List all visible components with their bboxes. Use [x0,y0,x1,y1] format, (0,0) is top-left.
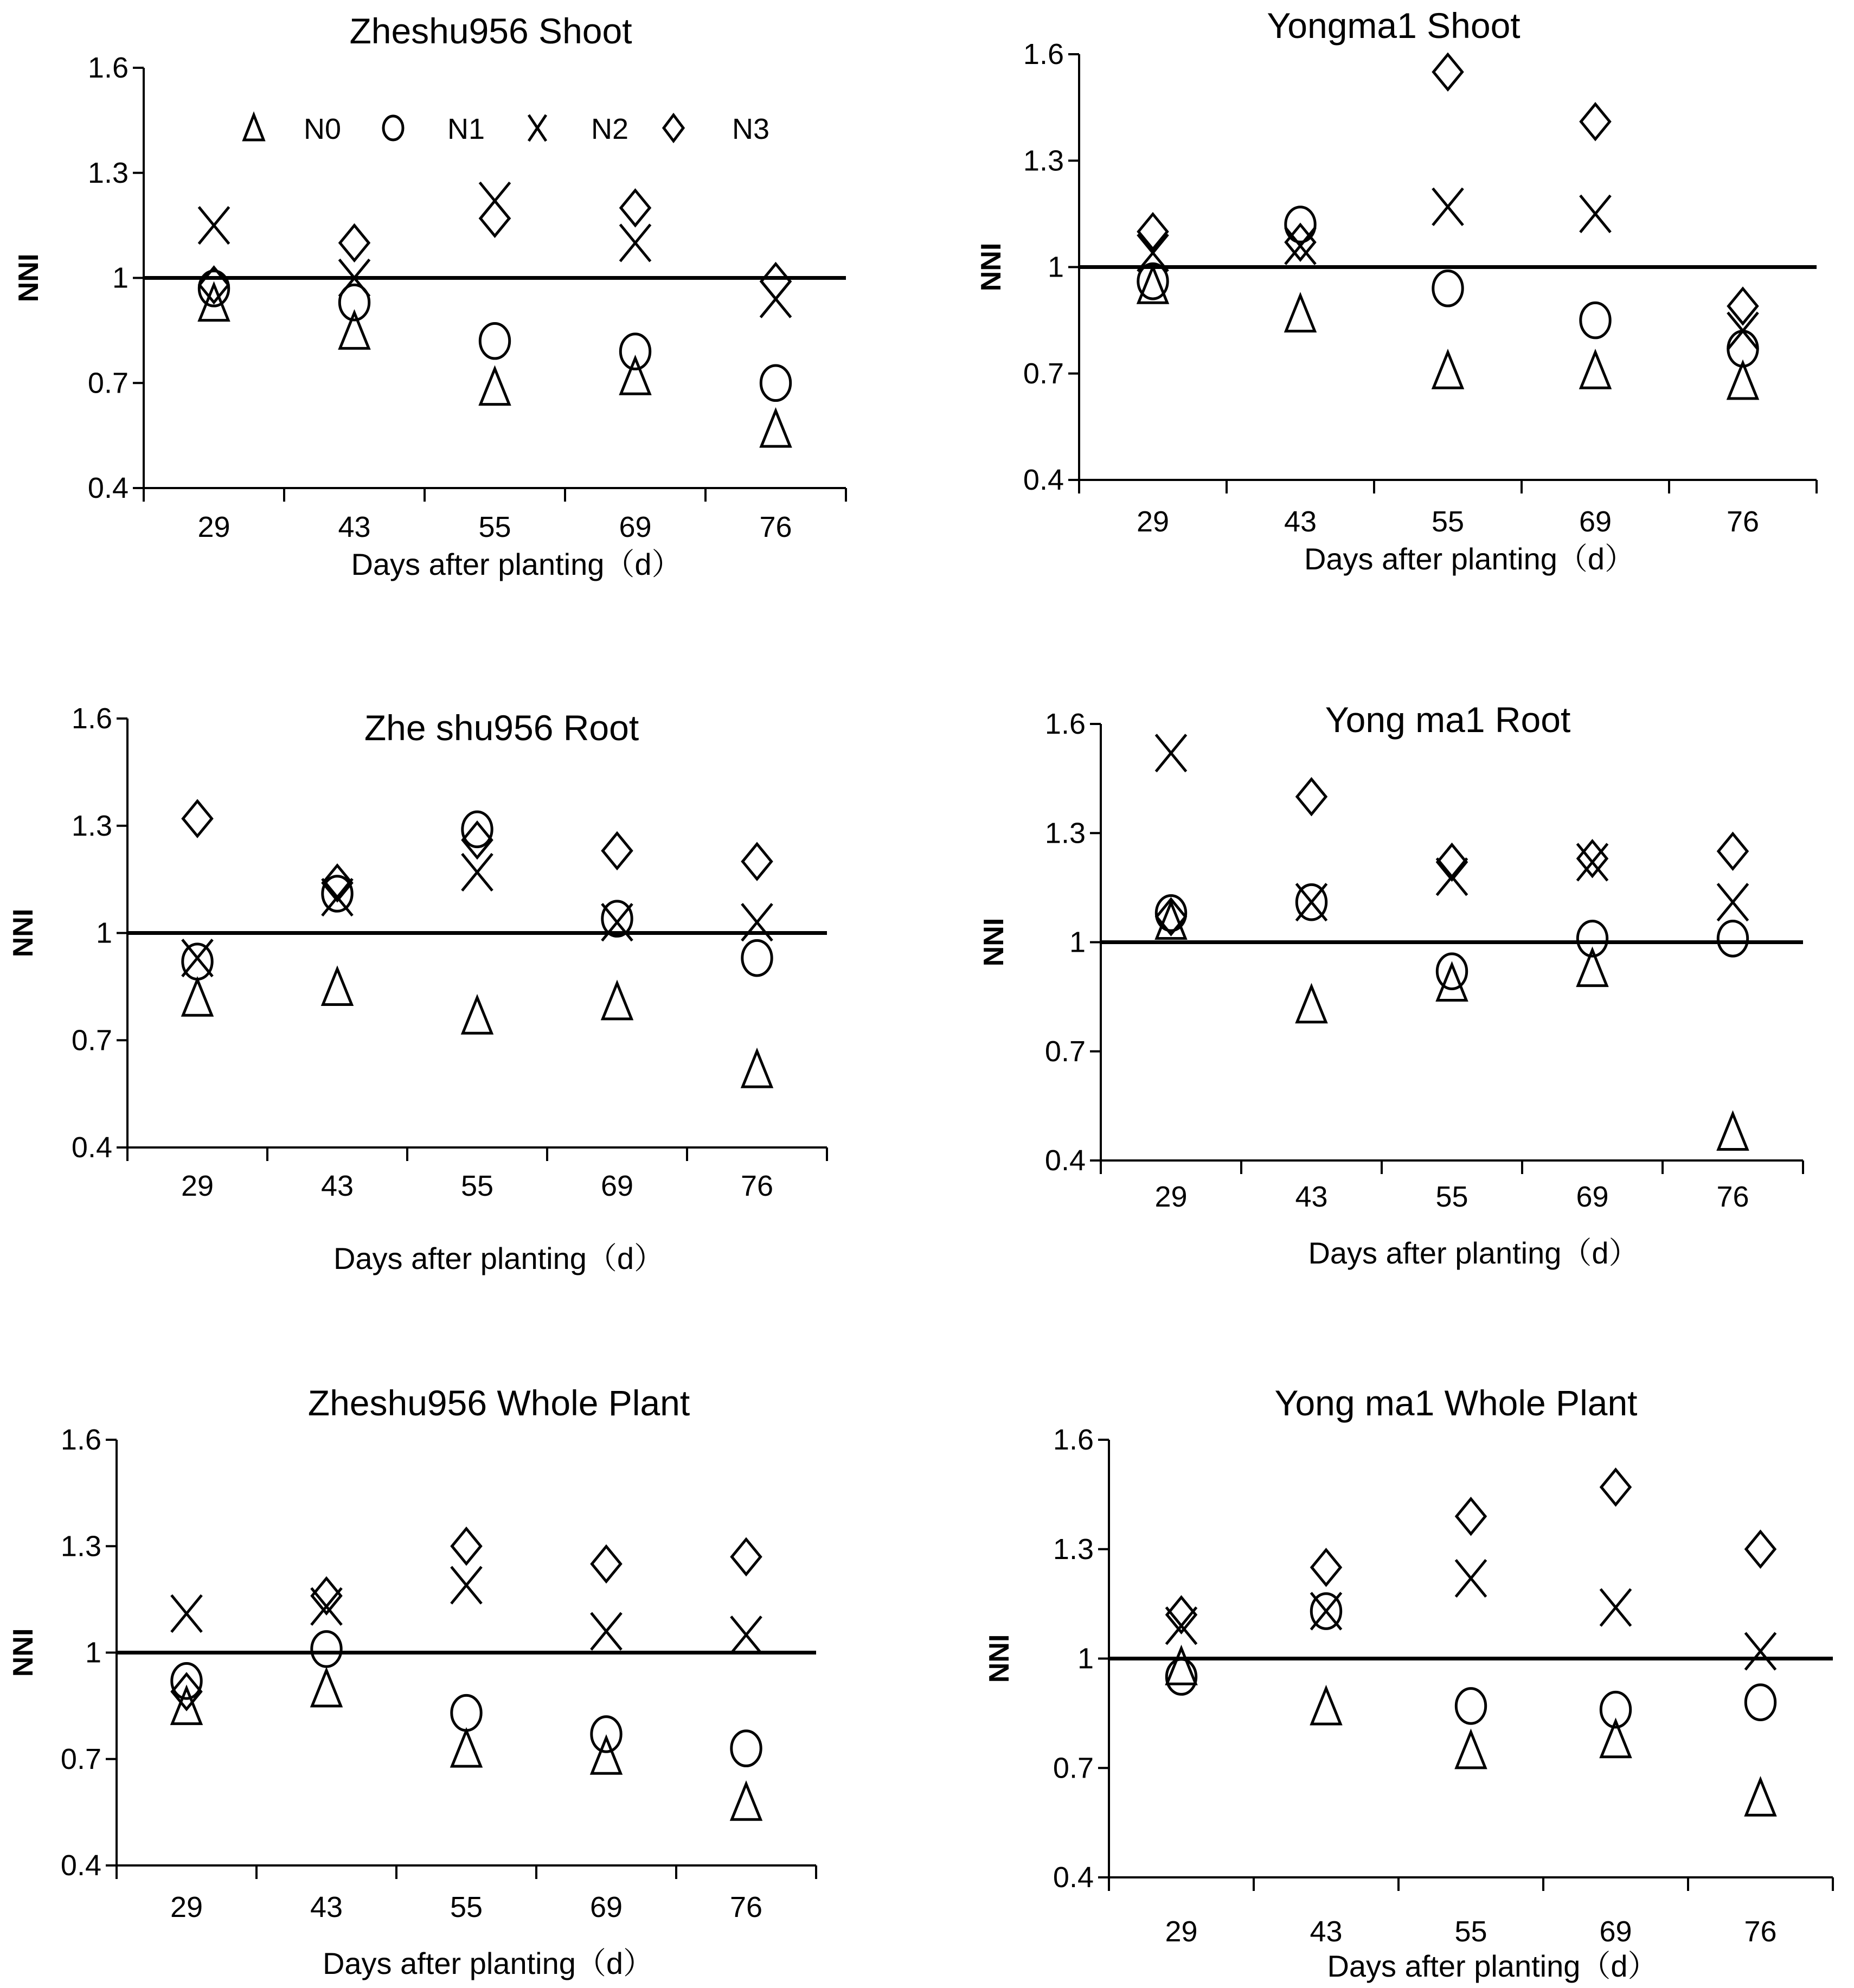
n3-marker [602,833,631,869]
legend-label-n0: N0 [304,113,342,145]
x-axis-label: Days after planting（d） [322,1946,654,1980]
series-n0 [1167,1649,1775,1816]
x-tick-label: 55 [1454,1915,1487,1948]
n2-marker [591,1613,621,1650]
series-n1 [1138,207,1757,367]
n3-marker [1138,214,1167,249]
x-tick-label: 76 [729,1891,763,1923]
y-tick-label: 1.3 [60,1530,101,1563]
n0-marker [732,1784,760,1820]
n3-marker [732,1540,760,1575]
n2-marker [199,207,229,244]
n2-marker [451,1567,482,1604]
n2-marker [1156,735,1186,772]
n3-marker [183,801,211,836]
panel-yongma1-shoot [922,0,1854,597]
triangle-icon [244,115,264,140]
n1-marker [452,1695,481,1730]
x-tick-label: 55 [1435,1181,1468,1213]
x-tick-label: 43 [1310,1915,1343,1948]
legend [233,107,808,151]
x-axis-label: Days after planting（d） [1327,1949,1658,1983]
series-n0 [1157,903,1747,1150]
n2-marker [620,225,651,261]
n3-marker [1581,104,1609,139]
n1-marker [1746,1685,1775,1720]
x-tick-label: 69 [589,1891,623,1923]
n3-marker [1746,1531,1775,1567]
n0-marker [1728,363,1757,399]
x-tick-label: 55 [1431,505,1465,538]
x-tick-label: 76 [1726,505,1760,538]
circle-icon [383,116,403,140]
series-n0 [1138,267,1757,399]
y-tick-label: 0.4 [1044,1144,1086,1177]
y-tick-label: 0.7 [60,1742,101,1775]
series-n3 [183,801,771,900]
n1-marker [1581,303,1610,338]
n0-marker [480,369,509,405]
series-n3 [200,190,790,303]
y-tick-label: 1.6 [87,52,129,84]
x-tick-label: 76 [1716,1181,1749,1213]
series-n3 [1138,54,1757,323]
n1-marker [1718,921,1747,956]
x-tick-label: 76 [759,511,792,543]
panel-zheshu956-shoot [0,0,868,597]
n2-marker [1437,858,1467,895]
n2-marker [1746,1633,1776,1670]
series-n1 [199,271,790,401]
x-tick-label: 29 [197,511,230,543]
n2-marker [1166,1607,1197,1644]
x-axis-label: Days after planting（d） [1304,542,1635,576]
n2-marker [742,904,772,941]
legend-label-n1: N1 [447,113,485,145]
n1-marker [732,1731,761,1766]
y-tick-label: 1 [112,261,129,294]
n0-marker [1718,1114,1747,1150]
n1-marker [480,323,509,358]
n3-marker [621,190,650,226]
y-tick-label: 1 [95,916,112,950]
panel-zheshu956-root [0,678,868,1301]
n3-marker [742,844,771,879]
n0-marker [312,1670,341,1706]
chart-title: Yong ma1 Whole Plant [1274,1383,1638,1423]
x-axis-label: Days after planting（d） [333,1241,665,1275]
n1-marker [742,940,772,976]
x-tick-label: 29 [181,1170,214,1202]
n0-marker [1433,352,1462,388]
y-axis-label: NNI [984,1634,1015,1683]
chart-title: Yongma1 Shoot [1267,5,1521,46]
n0-marker [183,980,211,1016]
n3-marker [1438,845,1466,880]
y-tick-label: 1.6 [1053,1423,1094,1456]
x-tick-label: 76 [1744,1915,1777,1948]
x-tick-label: 43 [310,1891,343,1923]
legend-label-n3: N3 [732,113,770,145]
n0-marker [463,998,491,1034]
n1-marker [323,876,352,912]
x-tick-label: 55 [460,1170,494,1202]
n1-marker [312,1632,341,1667]
y-tick-label: 1.3 [1023,144,1064,177]
x-tick-label: 29 [1165,1915,1198,1948]
y-tick-label: 0.7 [1044,1035,1086,1068]
x-tick-label: 43 [1284,505,1317,538]
y-tick-label: 1.3 [1053,1532,1094,1566]
n0-marker [452,1731,480,1767]
n0-marker [1746,1780,1775,1816]
n3-marker [1433,54,1462,89]
y-tick-label: 0.4 [71,1131,112,1164]
n3-marker [1601,1470,1630,1505]
y-tick-label: 1.6 [71,702,112,735]
chart-title: Yong ma1 Root [1325,700,1571,740]
n0-marker [1297,986,1326,1022]
x-tick-label: 43 [338,511,371,543]
series-n1 [1156,884,1747,989]
y-tick-label: 1 [1069,926,1086,959]
n1-marker [602,901,632,937]
y-tick-label: 1.6 [60,1423,101,1456]
n2-marker [731,1617,761,1653]
chart-title: Zhe shu956 Root [364,708,639,748]
x-tick-label: 69 [619,511,652,543]
y-tick-label: 0.4 [1023,464,1064,496]
n0-marker [602,983,631,1019]
panel-yongma1-root [922,678,1854,1301]
n2-marker [1718,884,1748,921]
diamond-icon [664,115,683,141]
y-tick-label: 1.6 [1023,38,1064,70]
chart-title: Zheshu956 Shoot [349,11,632,51]
x-tick-label: 76 [740,1170,774,1202]
n3-marker [1718,833,1747,869]
n3-marker [761,264,790,299]
y-axis-label: NNI [8,908,39,958]
n0-marker [1457,1732,1485,1768]
n2-marker [171,1595,202,1632]
x-tick-label: 29 [170,1891,203,1923]
n1-marker [592,1717,621,1752]
x-icon [529,115,546,141]
y-tick-label: 0.4 [1053,1861,1094,1894]
chart-title: Zheshu956 Whole Plant [307,1383,690,1423]
panel-zheshu956-whole-plant [0,1356,868,1988]
n3-marker [480,201,509,236]
series-n0 [183,969,771,1087]
n1-marker [1433,271,1462,306]
series-n0 [200,285,790,446]
n2-marker [1297,884,1327,921]
n0-marker [1581,352,1609,388]
y-tick-label: 1.3 [71,809,112,842]
x-axis-label: Days after planting（d） [351,547,682,581]
n3-marker [452,1529,480,1564]
x-tick-label: 69 [1579,505,1612,538]
x-axis-label: Days after planting（d） [1308,1236,1639,1270]
n3-marker [1312,1550,1340,1585]
y-tick-label: 1 [1047,251,1064,284]
n0-marker [742,1051,771,1087]
series-n2 [171,1567,761,1653]
series-n2 [182,854,772,976]
series-n1 [183,812,772,979]
n2-marker [1728,312,1758,349]
x-tick-label: 55 [450,1891,483,1923]
n2-marker [1311,1593,1342,1630]
x-tick-label: 69 [1599,1915,1632,1948]
n2-marker [1580,195,1611,232]
n0-marker [340,313,369,349]
n3-marker [1578,841,1607,876]
y-tick-label: 1 [85,1636,101,1669]
n1-marker [1456,1689,1485,1724]
n1-marker [463,812,492,847]
n2-marker [1433,188,1463,225]
x-tick-label: 43 [1295,1181,1328,1213]
y-tick-label: 1.3 [1044,817,1086,850]
y-tick-label: 1 [1077,1642,1094,1675]
y-axis-label: NNI [13,253,44,303]
legend-label-n2: N2 [591,113,629,145]
series-n3 [1157,779,1747,934]
y-tick-label: 0.4 [87,472,129,504]
y-tick-label: 0.7 [71,1024,112,1057]
n0-marker [761,411,790,447]
x-tick-label: 69 [600,1170,634,1202]
y-axis-label: NNI [978,918,1010,967]
n0-marker [1286,296,1314,331]
y-tick-label: 0.7 [87,367,129,400]
series-n0 [172,1670,760,1819]
n3-marker [592,1547,620,1582]
series-n3 [1167,1470,1775,1632]
n3-marker [1297,779,1326,815]
y-tick-label: 1.6 [1044,708,1086,740]
y-axis-label: NNI [8,1628,39,1677]
n0-marker [1138,267,1167,303]
n1-marker [761,365,790,401]
panel-yongma1-whole-plant [922,1356,1854,1988]
n2-marker [1601,1589,1631,1626]
series-n3 [172,1529,760,1709]
n0-marker [592,1738,620,1774]
y-tick-label: 1.3 [87,156,129,189]
n3-marker [1457,1499,1485,1534]
n2-marker [1456,1560,1486,1597]
y-axis-label: NNI [976,242,1007,292]
n0-marker [1312,1689,1340,1724]
x-tick-label: 55 [478,511,511,543]
y-tick-label: 0.4 [60,1849,101,1882]
n0-marker [323,969,351,1005]
y-tick-label: 0.7 [1023,357,1064,390]
x-tick-label: 29 [1136,505,1170,538]
n1-marker [172,1664,201,1699]
n3-marker [340,226,369,261]
n1-marker [183,944,212,979]
n1-marker [1437,954,1466,989]
x-tick-label: 29 [1154,1181,1188,1213]
y-tick-label: 0.7 [1053,1752,1094,1785]
n2-marker [311,1588,342,1625]
series-n2 [1156,735,1748,921]
x-tick-label: 69 [1576,1181,1609,1213]
series-n2 [1166,1560,1776,1670]
x-tick-label: 43 [320,1170,354,1202]
n1-marker [620,334,650,369]
